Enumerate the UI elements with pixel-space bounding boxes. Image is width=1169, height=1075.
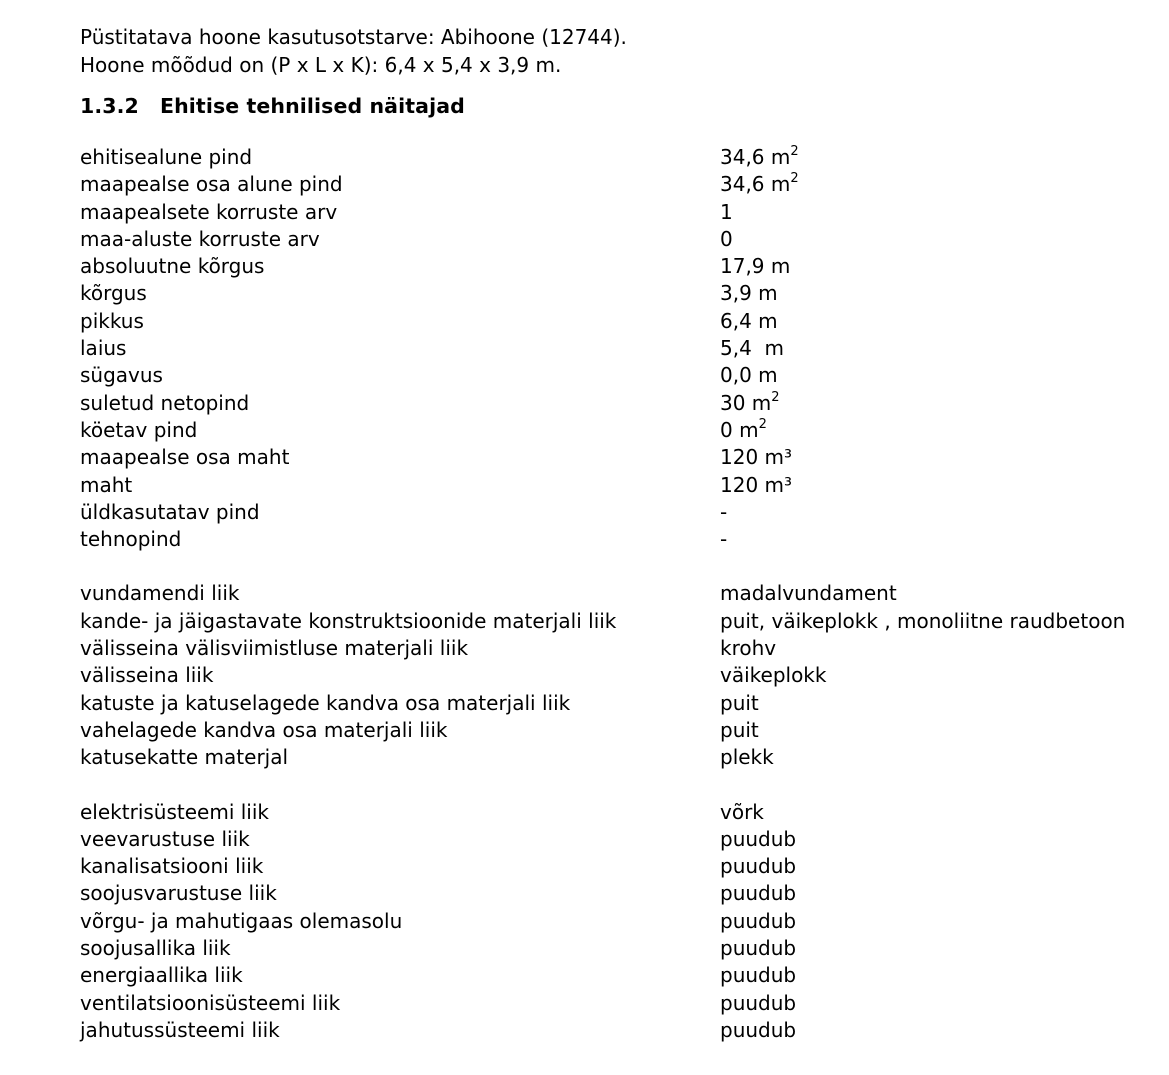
indicator-value (720, 744, 1140, 771)
indicator-value-text: 0,0 m (720, 363, 778, 388)
indicator-value (720, 608, 1140, 635)
indicator-value (720, 962, 1140, 989)
indicator-label: ventilatsioonisüsteemi liik (80, 990, 341, 1015)
indicator-label: kande- ja jäigastavate konstruktsioonide materjali liik (80, 608, 617, 633)
unit-exponent: 2 (790, 171, 799, 187)
indicator-row (80, 717, 1140, 744)
technical-indicators (80, 144, 1140, 1044)
indicator-value-text: 6,4 m (720, 308, 778, 333)
intro-purpose-line: Püstitatava hoone kasutusotstarve: Abihoone (12744). (80, 25, 627, 49)
indicator-value (720, 253, 1140, 280)
indicator-value-text: 5,4 m (720, 336, 785, 361)
indicator-value (720, 362, 1140, 389)
indicator-value (720, 826, 1140, 853)
indicator-label: soojusvarustuse liik (80, 881, 277, 906)
indicator-value (720, 308, 1140, 335)
indicator-value-text: 34,6 m (720, 145, 791, 169)
indicator-value-text: 34,6 m (720, 172, 791, 197)
indicator-label: elektrisüsteemi liik (80, 799, 269, 824)
indicator-row (80, 472, 1140, 499)
indicator-label: vahelagede kandva osa materjali liik (80, 717, 448, 742)
indicator-label: võrgu- ja mahutigaas olemasolu (80, 908, 403, 933)
indicator-value (720, 472, 1140, 499)
indicator-row (80, 390, 1140, 417)
indicator-label: üldkasutatav pind (80, 499, 260, 524)
indicator-value-text: puit, väikeplokk , monoliitne raudbetoon (720, 608, 1126, 633)
indicator-value (720, 635, 1140, 662)
indicator-label: välisseina liik (80, 663, 214, 688)
indicator-label: köetav pind (80, 417, 198, 442)
indicator-value-text: 120 m³ (720, 472, 793, 497)
indicator-value (720, 171, 1140, 198)
indicator-label: katusekatte materjal (80, 745, 289, 770)
indicator-row (80, 144, 1140, 171)
indicator-label: laius (80, 336, 127, 361)
indicator-label: välisseina välisviimistluse materjali liik (80, 636, 469, 661)
indicator-value (720, 935, 1140, 962)
indicator-row (80, 280, 1140, 307)
indicator-value (720, 799, 1140, 826)
indicator-row (80, 335, 1140, 362)
indicator-label: maapealse osa maht (80, 445, 290, 470)
indicator-value (720, 417, 1140, 444)
indicator-label: maht (80, 472, 133, 497)
unit-exponent: 2 (758, 416, 767, 432)
indicator-value-text: puudub (720, 881, 797, 906)
section-number: 1.3.2 (80, 94, 139, 118)
indicator-row (80, 444, 1140, 471)
indicator-value (720, 526, 1140, 553)
indicator-label: maa-aluste korruste arv (80, 226, 320, 251)
indicator-value (720, 908, 1140, 935)
indicator-row (80, 1017, 1140, 1044)
indicator-value-text: puudub (720, 936, 797, 961)
indicator-value-text: 0 m (720, 417, 759, 442)
indicator-label: maapealsete korruste arv (80, 199, 338, 224)
indicator-label: katuste ja katuselagede kandva osa materjali liik (80, 690, 571, 715)
indicator-row (80, 744, 1140, 771)
indicator-value (720, 853, 1140, 880)
indicator-label: kõrgus (80, 281, 147, 306)
indicator-value (720, 390, 1140, 417)
indicator-value-text: puudub (720, 1017, 797, 1042)
indicator-value (720, 199, 1140, 226)
indicator-value-text: madalvundament (720, 581, 897, 606)
indicator-row (80, 908, 1140, 935)
section-title: Ehitise tehnilised näitajad (160, 94, 465, 118)
section-heading (80, 93, 1140, 120)
unit-exponent: 2 (790, 144, 799, 159)
indicator-row (80, 226, 1140, 253)
indicator-row (80, 253, 1140, 280)
indicator-row (80, 417, 1140, 444)
indicator-row (80, 526, 1140, 553)
indicator-value (720, 662, 1140, 689)
indicator-row (80, 662, 1140, 689)
indicator-value-text: 0 (720, 226, 733, 251)
indicator-label: veevarustuse liik (80, 826, 250, 851)
indicator-value (720, 717, 1140, 744)
indicator-group (80, 144, 1140, 553)
indicator-value-text: - (720, 499, 728, 524)
indicator-value-text: 30 m (720, 390, 772, 415)
indicator-value-text: krohv (720, 636, 777, 661)
indicator-label: pikkus (80, 308, 144, 333)
indicator-value-text: plekk (720, 745, 774, 770)
indicator-label: ehitisealune pind (80, 145, 253, 169)
indicator-value-text: puit (720, 690, 759, 715)
indicator-label: energiaallika liik (80, 963, 243, 988)
indicator-row (80, 690, 1140, 717)
indicator-row (80, 635, 1140, 662)
indicator-value-text: 1 (720, 199, 733, 224)
indicator-label: tehnopind (80, 527, 182, 552)
document-page (80, 24, 1140, 1044)
indicator-value (720, 144, 1140, 171)
indicator-value (720, 690, 1140, 717)
indicator-value (720, 335, 1140, 362)
indicator-label: vundamendi liik (80, 581, 240, 606)
indicator-value-text: 17,9 m (720, 254, 791, 279)
indicator-label: soojusallika liik (80, 936, 231, 961)
indicator-row (80, 799, 1140, 826)
indicator-value-text: - (720, 527, 728, 552)
indicator-row (80, 935, 1140, 962)
indicator-row (80, 362, 1140, 389)
unit-exponent: 2 (771, 389, 780, 405)
indicator-row (80, 171, 1140, 198)
indicator-value (720, 280, 1140, 307)
indicator-label: kanalisatsiooni liik (80, 854, 264, 879)
indicator-label: maapealse osa alune pind (80, 172, 343, 197)
indicator-label: jahutussüsteemi liik (80, 1017, 280, 1042)
indicator-row (80, 499, 1140, 526)
indicator-group (80, 799, 1140, 1045)
indicator-label: sügavus (80, 363, 163, 388)
indicator-row (80, 199, 1140, 226)
indicator-row (80, 608, 1140, 635)
indicator-row (80, 853, 1140, 880)
indicator-value (720, 990, 1140, 1017)
indicator-value-text: puit (720, 717, 759, 742)
indicator-row (80, 880, 1140, 907)
indicator-row (80, 826, 1140, 853)
indicator-value-text: puudub (720, 990, 797, 1015)
indicator-label: suletud netopind (80, 390, 250, 415)
indicator-row (80, 580, 1140, 607)
indicator-value-text: puudub (720, 854, 797, 879)
indicator-value-text: puudub (720, 908, 797, 933)
indicator-value (720, 1017, 1140, 1044)
indicator-row (80, 990, 1140, 1017)
indicator-value-text: 120 m³ (720, 445, 793, 470)
intro-dimensions-line: Hoone mõõdud on (P x L x K): 6,4 x 5,4 x 3,9 m. (80, 52, 562, 77)
indicator-value (720, 880, 1140, 907)
indicator-value (720, 499, 1140, 526)
indicator-group (80, 580, 1140, 771)
indicator-row (80, 962, 1140, 989)
intro-block (80, 24, 1140, 79)
indicator-value (720, 226, 1140, 253)
indicator-value (720, 580, 1140, 607)
indicator-value (720, 444, 1140, 471)
indicator-value-text: väikeplokk (720, 663, 827, 688)
indicator-row (80, 308, 1140, 335)
indicator-value-text: 3,9 m (720, 281, 778, 306)
indicator-value-text: võrk (720, 799, 764, 824)
indicator-value-text: puudub (720, 826, 797, 851)
indicator-value-text: puudub (720, 963, 797, 988)
indicator-label: absoluutne kõrgus (80, 254, 265, 279)
